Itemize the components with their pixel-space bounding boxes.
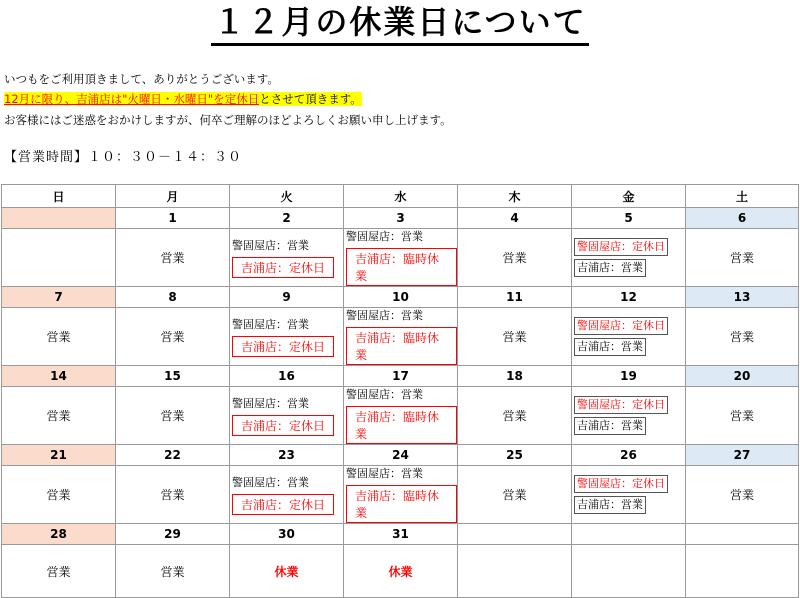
status-row (2, 466, 799, 524)
keigo-open-text: 警固屋店：営業 (232, 396, 309, 410)
date-cell: 11 (458, 287, 572, 308)
keigo-closed-text: 警固屋店：定休日 (574, 317, 668, 335)
yoshiura-closed-badge: 吉浦店：定休日 (232, 336, 334, 357)
calendar-table (1, 184, 799, 598)
intro-line-3: お客様にはご迷惑をおかけしますが、何卒ご理解のほどよろしくお願い申し上げます。 (4, 113, 452, 127)
status-wed (344, 229, 458, 287)
weekday-tue: 火 (230, 185, 344, 208)
yoshiura-temp-closed-badge: 吉浦店：臨時休業 (346, 248, 457, 286)
status-wed (344, 466, 458, 524)
keigo-closed-text: 警固屋店：定休日 (574, 475, 668, 493)
status-fri (572, 387, 686, 445)
status-open: 営業 (686, 229, 799, 287)
status-tue (230, 387, 344, 445)
status-cell-empty (458, 545, 572, 598)
date-cell: 31 (344, 524, 458, 545)
yoshiura-open-text: 吉浦店：営業 (574, 338, 646, 356)
status-fri (572, 229, 686, 287)
status-open: 営業 (116, 387, 230, 445)
date-cell (458, 524, 572, 545)
date-cell: 8 (116, 287, 230, 308)
date-cell: 7 (2, 287, 116, 308)
weekday-fri: 金 (572, 185, 686, 208)
status-row (2, 545, 799, 598)
status-open: 営業 (116, 308, 230, 366)
intro-line-2-rest: とさせて頂きます。 (259, 92, 362, 106)
date-cell: 9 (230, 287, 344, 308)
page-title: １２月の休業日について (211, 2, 588, 46)
status-open: 営業 (116, 545, 230, 598)
status-row (2, 229, 799, 287)
status-tue (230, 229, 344, 287)
date-cell: 28 (2, 524, 116, 545)
keigo-open-text: 警固屋店：営業 (346, 309, 423, 322)
status-row (2, 308, 799, 366)
date-cell: 23 (230, 445, 344, 466)
date-cell: 29 (116, 524, 230, 545)
intro-line-2-highlight: 12月に限り、吉浦店は"火曜日・水曜日"を定休日 (4, 92, 260, 106)
weekday-sat: 土 (686, 185, 799, 208)
status-open: 営業 (2, 545, 116, 598)
keigo-open-text: 警固屋店：営業 (346, 230, 423, 243)
date-cell: 30 (230, 524, 344, 545)
date-cell: 26 (572, 445, 686, 466)
status-open: 営業 (458, 466, 572, 524)
date-cell: 13 (686, 287, 799, 308)
keigo-open-text: 警固屋店：営業 (232, 317, 309, 331)
date-cell: 25 (458, 445, 572, 466)
date-cell: 24 (344, 445, 458, 466)
status-tue (230, 308, 344, 366)
yoshiura-open-text: 吉浦店：営業 (574, 259, 646, 277)
status-cell-empty (2, 229, 116, 287)
yoshiura-temp-closed-badge: 吉浦店：臨時休業 (346, 327, 457, 365)
keigo-open-text: 警固屋店：営業 (346, 388, 423, 401)
date-row (2, 366, 799, 387)
date-cell: 20 (686, 366, 799, 387)
weekday-thu: 木 (458, 185, 572, 208)
status-open: 営業 (686, 466, 799, 524)
date-cell (686, 524, 799, 545)
status-open: 営業 (686, 387, 799, 445)
weekday-sun: 日 (2, 185, 116, 208)
keigo-open-text: 警固屋店：営業 (346, 467, 423, 480)
status-open: 営業 (2, 466, 116, 524)
date-row (2, 287, 799, 308)
date-row (2, 524, 799, 545)
date-cell: 14 (2, 366, 116, 387)
date-cell: 15 (116, 366, 230, 387)
weekday-header-row (2, 185, 799, 208)
date-cell: 1 (116, 208, 230, 229)
date-cell: 21 (2, 445, 116, 466)
date-cell: 2 (230, 208, 344, 229)
status-cell-empty (686, 545, 799, 598)
date-cell (2, 208, 116, 229)
status-tue (230, 466, 344, 524)
keigo-closed-text: 警固屋店：定休日 (574, 238, 668, 256)
date-cell: 6 (686, 208, 799, 229)
yoshiura-temp-closed-badge: 吉浦店：臨時休業 (346, 485, 457, 523)
yoshiura-open-text: 吉浦店：営業 (574, 417, 646, 435)
page-title-wrap (0, 2, 800, 46)
yoshiura-open-text: 吉浦店：営業 (574, 496, 646, 514)
status-wed (344, 308, 458, 366)
yoshiura-closed-badge: 吉浦店：定休日 (232, 257, 334, 278)
status-open: 営業 (2, 308, 116, 366)
status-open: 営業 (458, 387, 572, 445)
status-open: 営業 (458, 308, 572, 366)
yoshiura-closed-badge: 吉浦店：定休日 (232, 494, 334, 515)
date-row (2, 445, 799, 466)
status-open: 営業 (116, 229, 230, 287)
keigo-closed-text: 警固屋店：定休日 (574, 396, 668, 414)
date-cell: 5 (572, 208, 686, 229)
intro-line-2 (4, 91, 362, 107)
status-open: 営業 (2, 387, 116, 445)
date-cell: 4 (458, 208, 572, 229)
intro-line-1: いつもをご利用頂きまして、ありがとうございます。 (4, 72, 279, 86)
date-cell: 22 (116, 445, 230, 466)
status-closed: 休業 (344, 545, 458, 598)
status-closed: 休業 (230, 545, 344, 598)
status-open: 営業 (686, 308, 799, 366)
date-row (2, 208, 799, 229)
keigo-open-text: 警固屋店：営業 (232, 475, 309, 489)
yoshiura-temp-closed-badge: 吉浦店：臨時休業 (346, 406, 457, 444)
yoshiura-closed-badge: 吉浦店：定休日 (232, 415, 334, 436)
status-row (2, 387, 799, 445)
keigo-open-text: 警固屋店：営業 (232, 238, 309, 252)
weekday-mon: 月 (116, 185, 230, 208)
date-cell: 10 (344, 287, 458, 308)
status-fri (572, 466, 686, 524)
status-cell-empty (572, 545, 686, 598)
status-open: 営業 (458, 229, 572, 287)
weekday-wed: 水 (344, 185, 458, 208)
business-hours: 【営業時間】１０：３０－１４：３０ (4, 150, 243, 165)
date-cell: 19 (572, 366, 686, 387)
date-cell: 3 (344, 208, 458, 229)
date-cell: 27 (686, 445, 799, 466)
status-fri (572, 308, 686, 366)
date-cell: 12 (572, 287, 686, 308)
date-cell (572, 524, 686, 545)
date-cell: 17 (344, 366, 458, 387)
status-wed (344, 387, 458, 445)
date-cell: 16 (230, 366, 344, 387)
date-cell: 18 (458, 366, 572, 387)
status-open: 営業 (116, 466, 230, 524)
